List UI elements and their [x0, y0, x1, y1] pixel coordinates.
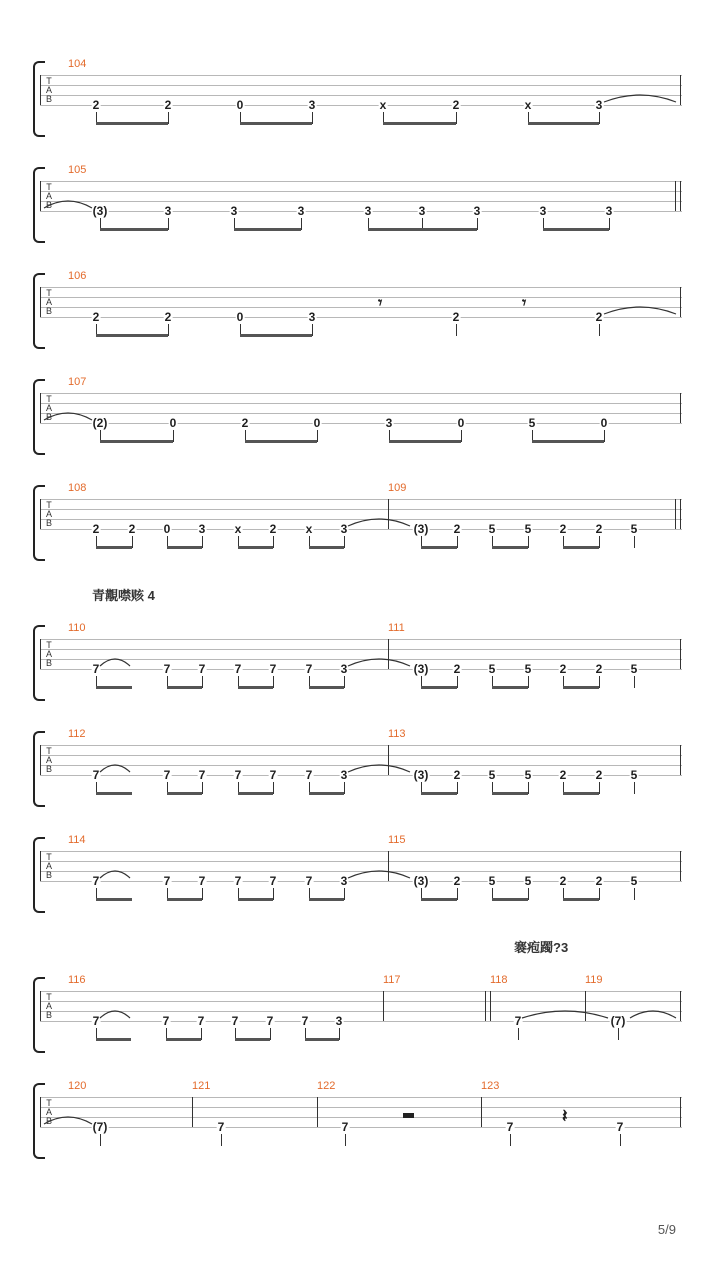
- fret-number: 2: [453, 662, 461, 676]
- tab-clef-letter: B: [45, 870, 52, 880]
- tab-clef-letter: T: [46, 640, 52, 650]
- measure-number: 104: [68, 58, 87, 70]
- measure-number: 113: [388, 728, 406, 740]
- eighth-rest-icon: 𝄾: [522, 295, 527, 312]
- fret-number: 7: [341, 1120, 349, 1134]
- fret-number: 2: [128, 522, 136, 536]
- tie-arc: [630, 1011, 676, 1018]
- tie-arc: [604, 95, 676, 102]
- fret-number: 7: [231, 1014, 239, 1028]
- tab-clef-letter: B: [45, 94, 52, 104]
- fret-number: 2: [452, 98, 460, 112]
- tie-arc: [348, 519, 410, 526]
- fret-number: 3: [364, 204, 372, 218]
- fret-number: 7: [163, 662, 171, 676]
- tab-clef-letter: T: [46, 992, 52, 1002]
- fret-number: 2: [164, 98, 172, 112]
- fret-number: 2: [559, 874, 567, 888]
- fret-number: x: [524, 98, 532, 112]
- fret-number: 7: [92, 662, 100, 676]
- fret-number: 3: [595, 98, 603, 112]
- fret-number: 3: [340, 768, 348, 782]
- fret-number: 7: [305, 768, 313, 782]
- fret-number: 7: [197, 1014, 205, 1028]
- section-text-2: 褰疱躅?3: [514, 940, 569, 955]
- tie-arc: [44, 201, 92, 208]
- fret-number: 0: [457, 416, 465, 430]
- fret-number: 7: [506, 1120, 514, 1134]
- fret-number: 7: [198, 874, 206, 888]
- fret-number: 5: [524, 522, 532, 536]
- fret-number: 7: [162, 1014, 170, 1028]
- fret-number: 5: [524, 768, 532, 782]
- fret-number: 7: [234, 768, 242, 782]
- measure-number: 120: [68, 1080, 87, 1092]
- fret-number: 2: [241, 416, 249, 430]
- tab-clef-letter: A: [45, 861, 52, 871]
- fret-number: 3: [198, 522, 206, 536]
- tie-arc: [44, 413, 92, 420]
- quarter-rest-icon: 𝄽: [562, 1106, 568, 1126]
- fret-number: 5: [528, 416, 536, 430]
- fret-number: 3: [230, 204, 238, 218]
- measure-number: 117: [383, 974, 401, 986]
- measure-number: 109: [388, 482, 407, 494]
- tab-clef-letter: A: [45, 1107, 52, 1117]
- fret-number: 2: [164, 310, 172, 324]
- fret-number: 2: [559, 768, 567, 782]
- tab-clef-letter: T: [46, 500, 52, 510]
- fret-number: 0: [236, 310, 244, 324]
- fret-number: 3: [340, 522, 348, 536]
- fret-number: 3: [335, 1014, 343, 1028]
- fret-number: 3: [340, 874, 348, 888]
- fret-number: 0: [169, 416, 177, 430]
- fret-number: 2: [92, 98, 100, 112]
- fret-number: 2: [559, 662, 567, 676]
- fret-number: 5: [488, 874, 496, 888]
- tie-arc: [44, 1117, 92, 1124]
- measure-number: 106: [68, 270, 87, 282]
- measure-number: 114: [68, 834, 86, 846]
- fret-number: (3): [413, 874, 429, 888]
- fret-number: 2: [269, 522, 277, 536]
- eighth-rest-icon: 𝄾: [378, 295, 383, 312]
- fret-number: 0: [236, 98, 244, 112]
- tab-clef-letter: A: [45, 1001, 52, 1011]
- fret-number: 2: [595, 310, 603, 324]
- fret-number: 5: [524, 662, 532, 676]
- fret-number: 7: [616, 1120, 624, 1134]
- fret-number: 3: [164, 204, 172, 218]
- tab-clef-letter: T: [46, 1098, 52, 1108]
- fret-number: 2: [452, 310, 460, 324]
- fret-number: (3): [413, 768, 429, 782]
- measure-number: 122: [317, 1080, 336, 1092]
- tie-arc: [348, 765, 410, 772]
- fret-number: 3: [418, 204, 426, 218]
- fret-number: 3: [297, 204, 305, 218]
- measure-number: 112: [68, 728, 86, 740]
- measure-number: 108: [68, 482, 87, 494]
- tab-clef-letter: B: [45, 1116, 52, 1126]
- tab-clef-letter: B: [45, 764, 52, 774]
- tie-arc: [348, 659, 410, 666]
- fret-number: 3: [473, 204, 481, 218]
- fret-number: (3): [92, 204, 108, 218]
- fret-number: 7: [305, 874, 313, 888]
- fret-number: (3): [413, 662, 429, 676]
- fret-number: 7: [198, 768, 206, 782]
- fret-number: 5: [630, 662, 638, 676]
- tab-clef-letter: A: [45, 649, 52, 659]
- tab-clef-letter: B: [45, 1010, 52, 1020]
- fret-number: 2: [595, 874, 603, 888]
- fret-number: 2: [595, 662, 603, 676]
- fret-number: 7: [269, 874, 277, 888]
- measure-number: 111: [388, 622, 405, 634]
- section-text-1: 青覯噤赅 4: [92, 588, 155, 603]
- tab-clef-letter: A: [45, 297, 52, 307]
- fret-number: (7): [610, 1014, 626, 1028]
- measure-number: 105: [68, 164, 87, 176]
- fret-number: 7: [92, 1014, 100, 1028]
- tie-arc: [348, 871, 410, 878]
- fret-number: 2: [453, 768, 461, 782]
- measure-number: 123: [481, 1080, 500, 1092]
- tab-clef-letter: T: [46, 852, 52, 862]
- fret-number: 2: [595, 522, 603, 536]
- tab-clef-letter: B: [45, 518, 52, 528]
- measure-number: 110: [68, 622, 86, 634]
- measure-number: 119: [585, 974, 603, 986]
- tie-arc: [100, 765, 130, 772]
- fret-number: 7: [217, 1120, 225, 1134]
- fret-number: 2: [453, 522, 461, 536]
- fret-number: 3: [385, 416, 393, 430]
- fret-number: 2: [595, 768, 603, 782]
- tab-clef-letter: T: [46, 746, 52, 756]
- tab-clef-letter: A: [45, 403, 52, 413]
- fret-number: 5: [630, 874, 638, 888]
- tab-clef-letter: A: [45, 191, 52, 201]
- fret-number: 3: [539, 204, 547, 218]
- measure-number: 107: [68, 376, 87, 388]
- fret-number: 3: [605, 204, 613, 218]
- fret-number: 3: [340, 662, 348, 676]
- tie-arc: [604, 307, 676, 314]
- fret-number: 3: [308, 98, 316, 112]
- fret-number: 2: [92, 522, 100, 536]
- fret-number: 7: [234, 662, 242, 676]
- fret-number: 0: [163, 522, 171, 536]
- fret-number: x: [305, 522, 313, 536]
- fret-number: 7: [234, 874, 242, 888]
- fret-number: 7: [163, 874, 171, 888]
- tie-arc: [100, 1011, 130, 1018]
- tie-arc: [522, 1011, 608, 1018]
- fret-number: 5: [488, 768, 496, 782]
- tab-clef-letter: B: [45, 658, 52, 668]
- fret-number: 2: [92, 310, 100, 324]
- fret-number: 0: [313, 416, 321, 430]
- fret-number: 7: [514, 1014, 522, 1028]
- fret-number: 3: [308, 310, 316, 324]
- fret-number: 5: [524, 874, 532, 888]
- fret-number: 2: [453, 874, 461, 888]
- page-number: 5/9: [657, 1222, 676, 1237]
- fret-number: x: [379, 98, 387, 112]
- tab-clef-letter: T: [46, 182, 52, 192]
- fret-number: 7: [269, 768, 277, 782]
- tab-clef-letter: B: [45, 200, 52, 210]
- fret-number: 7: [163, 768, 171, 782]
- fret-number: x: [234, 522, 242, 536]
- measure-number: 116: [68, 974, 86, 986]
- tab-clef-letter: T: [46, 288, 52, 298]
- fret-number: 5: [488, 522, 496, 536]
- fret-number: 5: [630, 768, 638, 782]
- measure-number: 118: [490, 974, 508, 986]
- tie-arc: [100, 871, 130, 878]
- measure-number: 115: [388, 834, 406, 846]
- tab-clef-letter: T: [46, 76, 52, 86]
- tab-clef-letter: A: [45, 755, 52, 765]
- fret-number: 5: [488, 662, 496, 676]
- tab-clef-letter: A: [45, 509, 52, 519]
- fret-number: (7): [92, 1120, 108, 1134]
- tie-arc: [100, 659, 130, 666]
- tab-clef-letter: B: [45, 306, 52, 316]
- fret-number: (2): [92, 416, 108, 430]
- fret-number: 7: [198, 662, 206, 676]
- tab-clef-letter: A: [45, 85, 52, 95]
- fret-number: 0: [600, 416, 608, 430]
- measure-number: 121: [192, 1080, 211, 1092]
- fret-number: 2: [559, 522, 567, 536]
- tab-clef-letter: T: [46, 394, 52, 404]
- fret-number: 5: [630, 522, 638, 536]
- fret-number: (3): [413, 522, 429, 536]
- fret-number: 7: [301, 1014, 309, 1028]
- tab-clef-letter: B: [45, 412, 52, 422]
- fret-number: 7: [266, 1014, 274, 1028]
- fret-number: 7: [92, 768, 100, 782]
- fret-number: 7: [305, 662, 313, 676]
- fret-number: 7: [92, 874, 100, 888]
- fret-number: 7: [269, 662, 277, 676]
